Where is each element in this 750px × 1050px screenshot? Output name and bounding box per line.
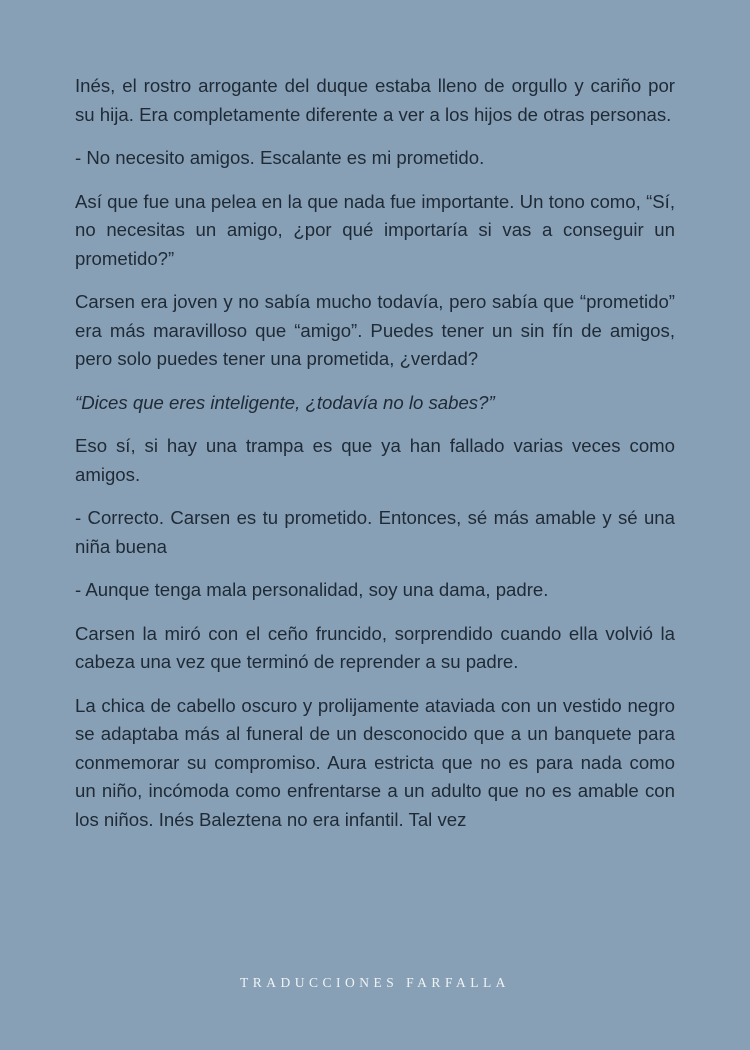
paragraph-7: - Correcto. Carsen es tu prometido. Entonces, sé más amable y sé una niña buena (75, 507, 675, 557)
paragraph-9: Carsen la miró con el ceño fruncido, sorprendido cuando ella volvió la cabeza una vez que terminó de reprender a su padre. (75, 622, 675, 672)
paragraph-6: Eso sí, si hay una trampa es que ya han fallado varias veces como amigos. (75, 435, 675, 485)
paragraph-8: - Aunque tenga mala personalidad, soy una dama, padre. (75, 579, 549, 600)
footer-credit: TRADUCCIONES FARFALLA (240, 975, 510, 990)
paragraph-10: La chica de cabello oscuro y prolijamente ataviada con un vestido negro se adaptaba más al funeral de un desconocido que a un banquete para conmemorar su compromiso. Aura estricta que no es para nada como un niño, incómoda como enfrentarse a un adulto que no es amable con los niños. Inés Baleztena no era infantil. Tal vez (75, 694, 675, 830)
paragraph-4: Carsen era joven y no sabía mucho todavía, pero sabía que “prometido” era más maravilloso que “amigo”. Puedes tener un sin fín de amigos, pero solo puedes tener una prometida, ¿verdad? (75, 291, 675, 369)
paragraph-1: Inés, el rostro arrogante del duque estaba lleno de orgullo y cariño por su hija. Era completamente diferente a ver a los hijos de otras personas. (75, 75, 675, 125)
paragraph-5-italic-quote: “Dices que eres inteligente, ¿todavía no lo sabes?” (75, 391, 495, 413)
paragraph-2: - No necesito amigos. Escalante es mi prometido. (75, 147, 485, 168)
paragraph-3: Así que fue una pelea en la que nada fue importante. Un tono como, “Sí, no necesitas un amigo, ¿por qué importaría si vas a conseguir un prometido?” (75, 190, 675, 269)
page-body (75, 72, 675, 849)
